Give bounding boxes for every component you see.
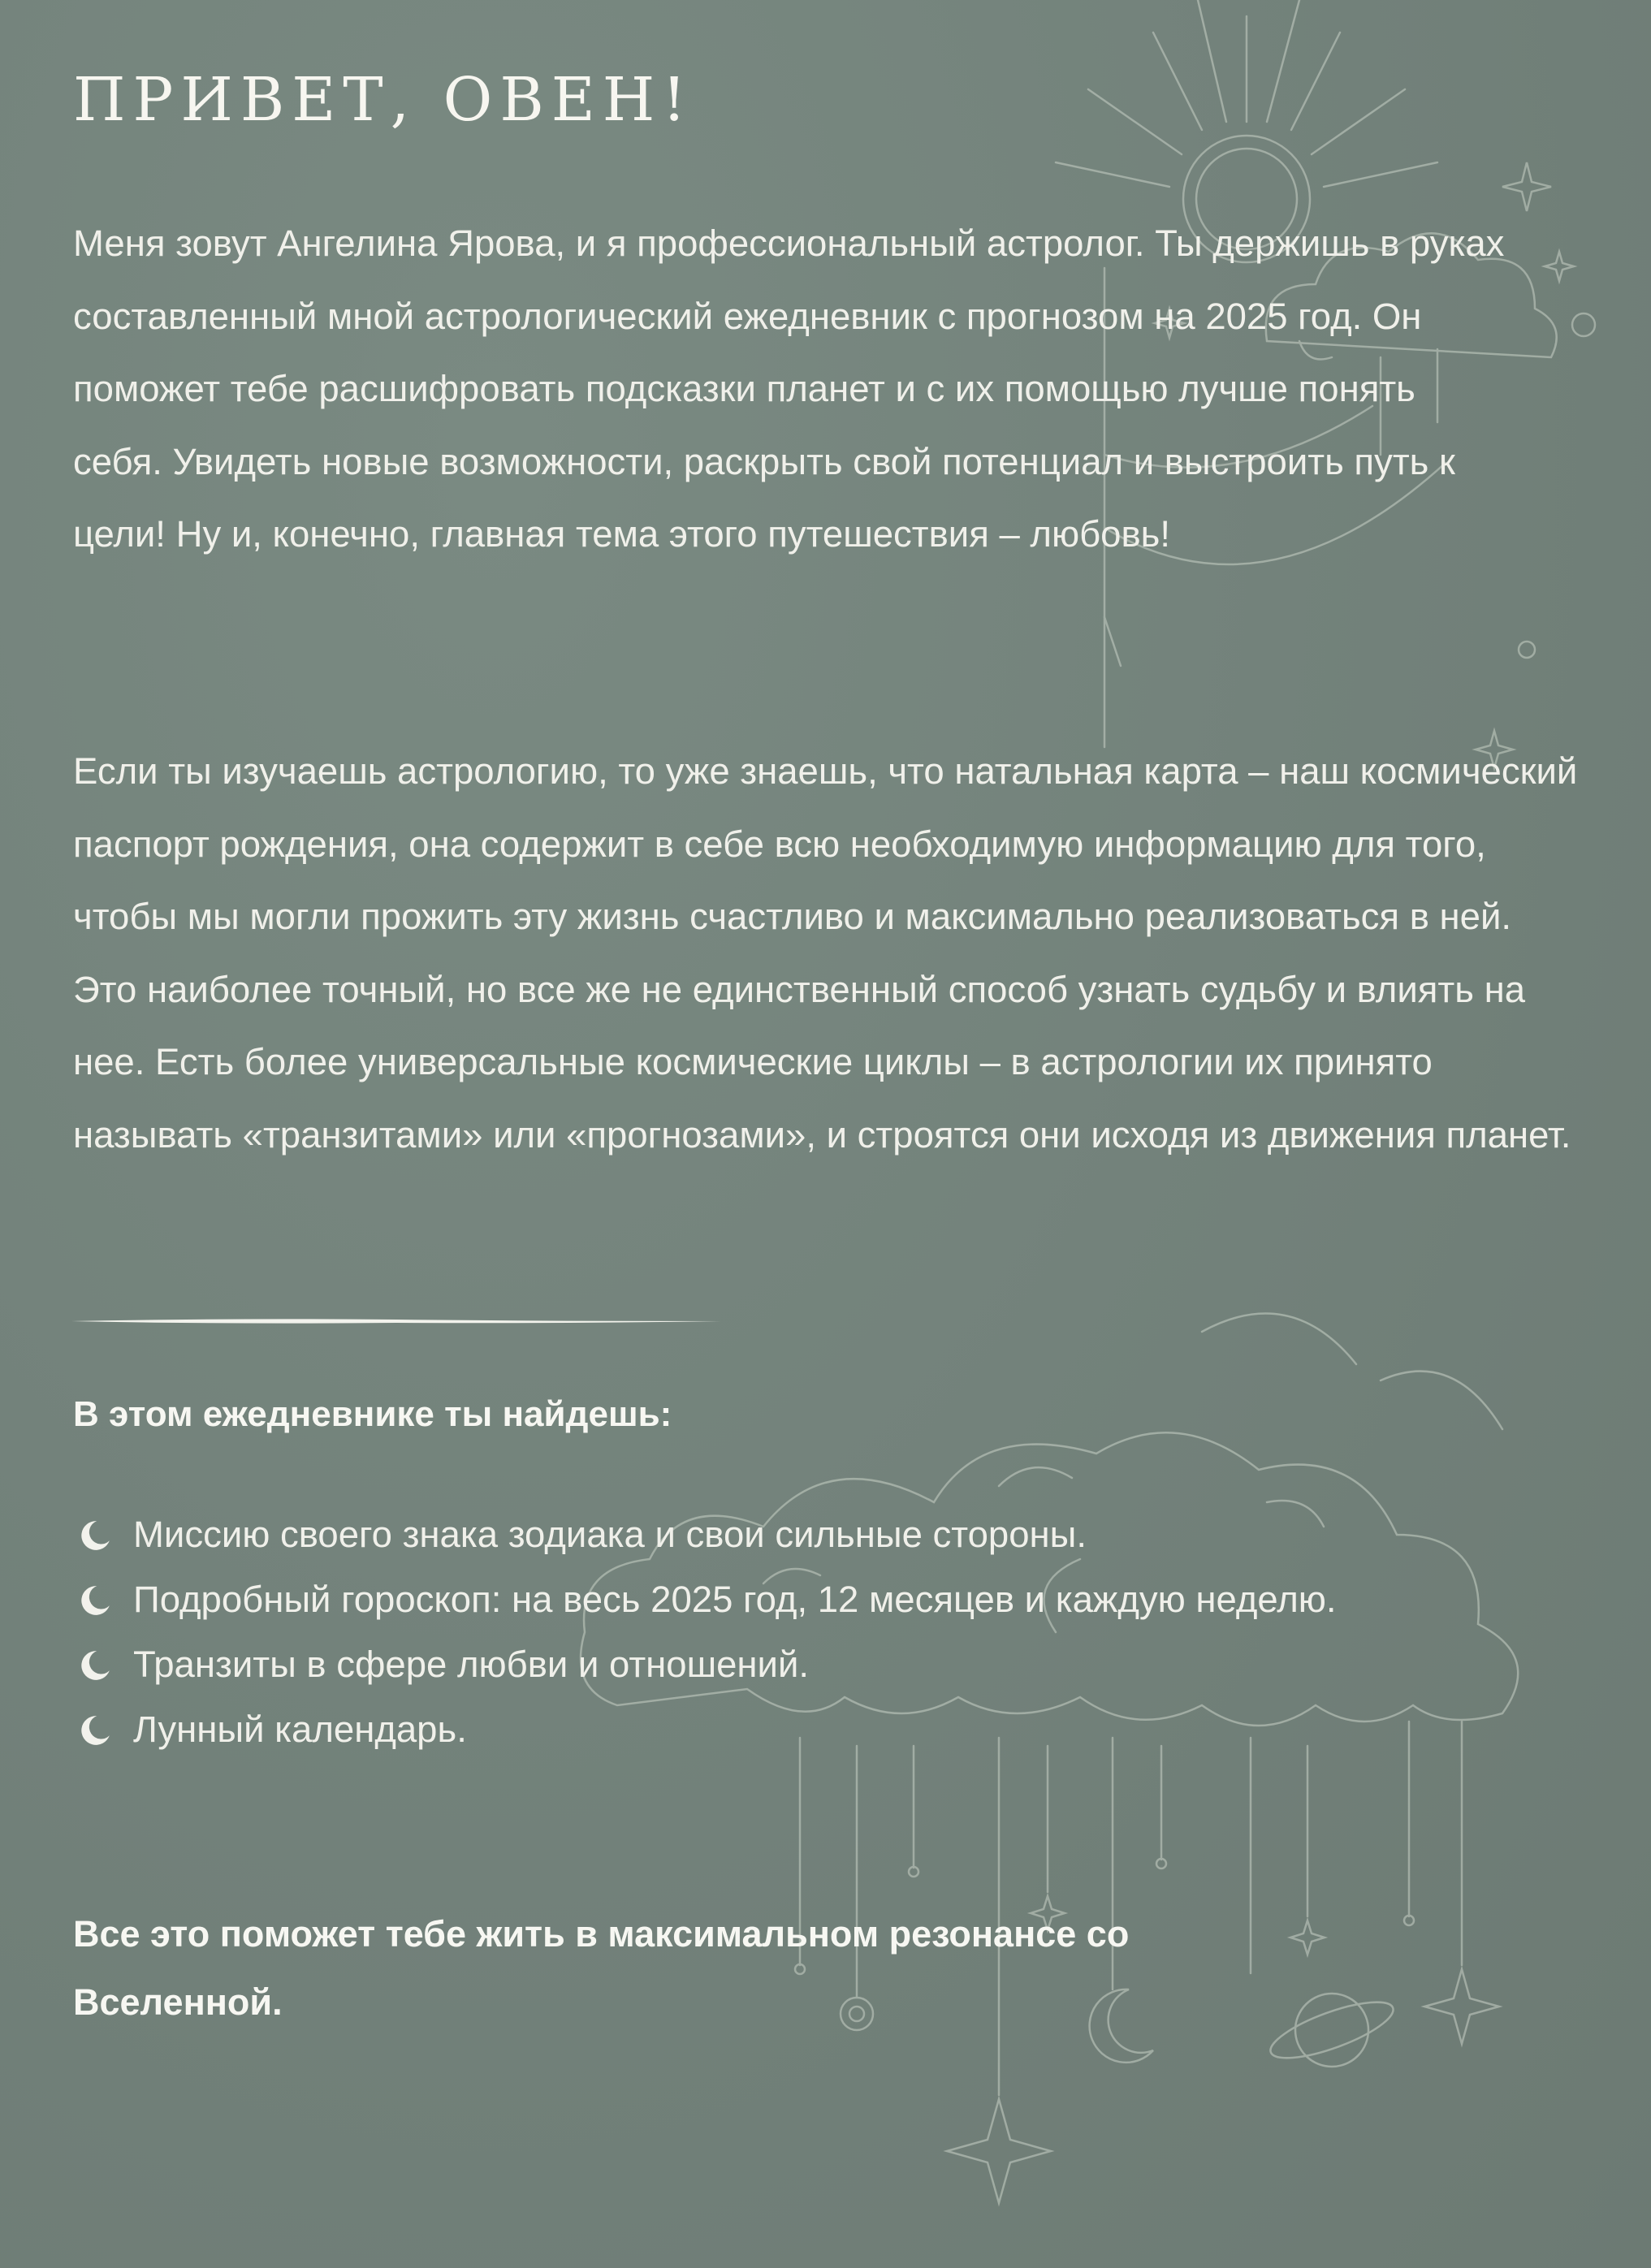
list-item-text: Миссию своего знака зодиака и свои сильные стороны. <box>133 1514 1087 1555</box>
list-item <box>73 1697 1519 1762</box>
list-item-text: Транзиты в сфере любви и отношений. <box>133 1644 809 1685</box>
section-divider <box>71 1317 721 1325</box>
page-title: ПРИВЕТ, ОВЕН! <box>73 65 694 135</box>
crescent-moon-icon <box>78 1713 112 1747</box>
intro-paragraph-2: Если ты изучаешь астрологию, то уже знаешь, что натальная карта – наш космический паспорт рождения, она содержит в себе всю необходимую информацию для того, чтобы мы могли прожить эту жизнь счастливо и максимально реализоваться в ней. Это наиболее точный, но все же не единственный способ узнать судьбу и влиять на нее. Есть более универсальные космические циклы – в астрологии их принято называть «транзитами» или «прогнозами», и строятся они исходя из движения планет. <box>73 750 1578 1156</box>
list-item <box>73 1502 1519 1567</box>
list-item-text: Лунный календарь. <box>133 1709 467 1750</box>
crescent-moon-icon <box>78 1518 112 1553</box>
crescent-moon-icon <box>78 1583 112 1618</box>
list-item <box>73 1567 1519 1632</box>
crescent-moon-icon <box>78 1648 112 1683</box>
closing-statement: Все это поможет тебе жить в максимальном резонансе со Вселенной. <box>73 1913 1130 2023</box>
features-heading: В этом ежедневнике ты найдешь: <box>73 1394 672 1434</box>
intro-paragraph-1: Меня зовут Ангелина Ярова, и я профессиональный астролог. Ты держишь в руках составленный мной астрологический ежедневник с прогнозом на 2025 год. Он поможет тебе расшифровать подсказки планет и с их помощью лучше понять себя. Увидеть новые возможности, раскрыть свой потенциал и выстроить путь к цели! Ну и, конечно, главная тема этого путешествия – любовь! <box>73 222 1505 555</box>
list-item <box>73 1632 1519 1697</box>
list-item-text: Подробный гороскоп: на весь 2025 год, 12 месяцев и каждую неделю. <box>133 1579 1337 1620</box>
features-list <box>73 1502 1519 1762</box>
